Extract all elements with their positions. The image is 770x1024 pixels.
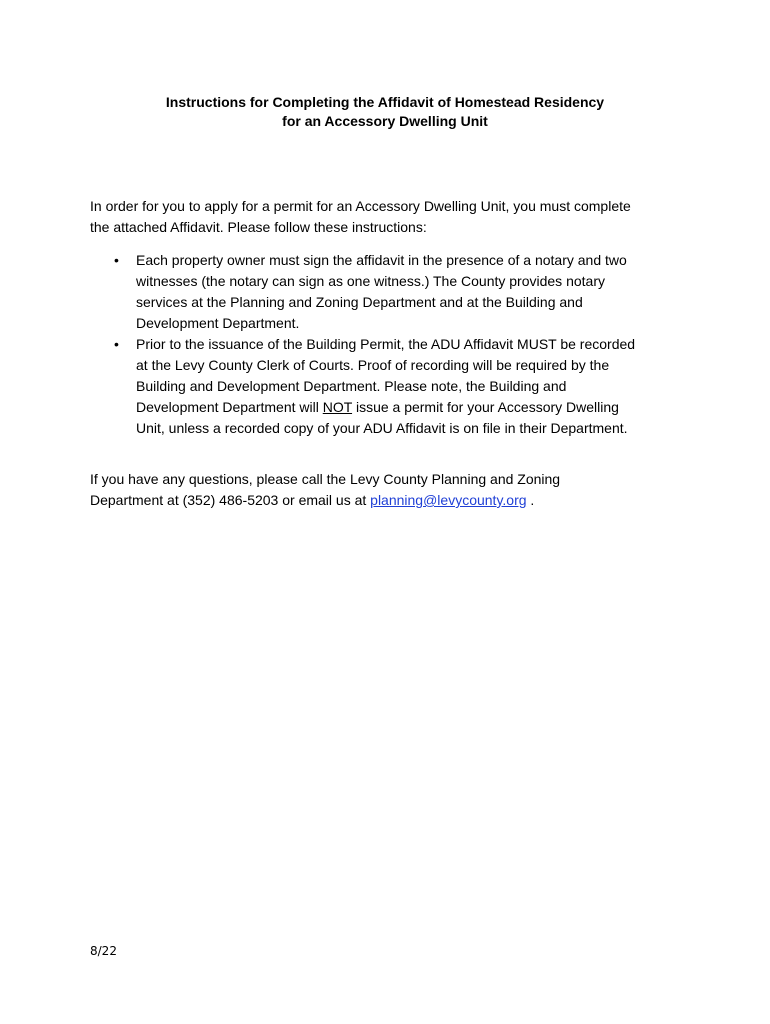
instructions-list <box>90 250 690 439</box>
instruction-item-signing <box>90 250 690 334</box>
email-link[interactable]: planning@levycounty.org <box>370 492 527 508</box>
instruction-line: Each property owner must sign the affidavit in the presence of a notary and two <box>136 252 627 268</box>
instruction-line: witnesses (the notary can sign as one witness.) The County provides notary <box>136 273 605 289</box>
emphasis-not: NOT <box>322 399 353 415</box>
bullet-point: • <box>114 336 119 352</box>
contact-line-2-suffix: . <box>526 492 535 508</box>
instruction-line: Development Department. <box>136 315 300 331</box>
contact-paragraph <box>90 469 690 511</box>
intro-line-2: the attached Affidavit. Please follow these instructions: <box>90 219 427 235</box>
instruction-line: Building and Development Department. Please note, the Building and <box>136 378 567 394</box>
instruction-line-part: issue a permit for your Accessory Dwelling <box>352 399 619 415</box>
instruction-item-recording <box>90 334 690 439</box>
title-line-2: for an Accessory Dwelling Unit <box>282 113 488 129</box>
instruction-line: Prior to the issuance of the Building Permit, the ADU Affidavit MUST be recorded <box>136 336 636 352</box>
contact-line-1: If you have any questions, please call the Levy County Planning and Zoning <box>90 471 561 487</box>
instruction-line: Unit, unless a recorded copy of your ADU Affidavit is on file in their Department. <box>136 420 628 436</box>
footer-date-code: 8/22 <box>90 944 117 958</box>
title-line-1: Instructions for Completing the Affidavit of Homestead Residency <box>165 94 605 110</box>
contact-line-2-prefix: Department at (352) 486-5203 or email us at <box>90 492 371 508</box>
intro-line-1: In order for you to apply for a permit for an Accessory Dwelling Unit, you must complete <box>90 198 631 214</box>
intro-paragraph <box>90 196 690 238</box>
page-title <box>0 93 770 131</box>
bullet-point: • <box>114 252 119 268</box>
instruction-line-part: Development Department will <box>136 399 323 415</box>
instruction-line: services at the Planning and Zoning Department and at the Building and <box>136 294 583 310</box>
instruction-line: at the Levy County Clerk of Courts. Proof of recording will be required by the <box>136 357 610 373</box>
